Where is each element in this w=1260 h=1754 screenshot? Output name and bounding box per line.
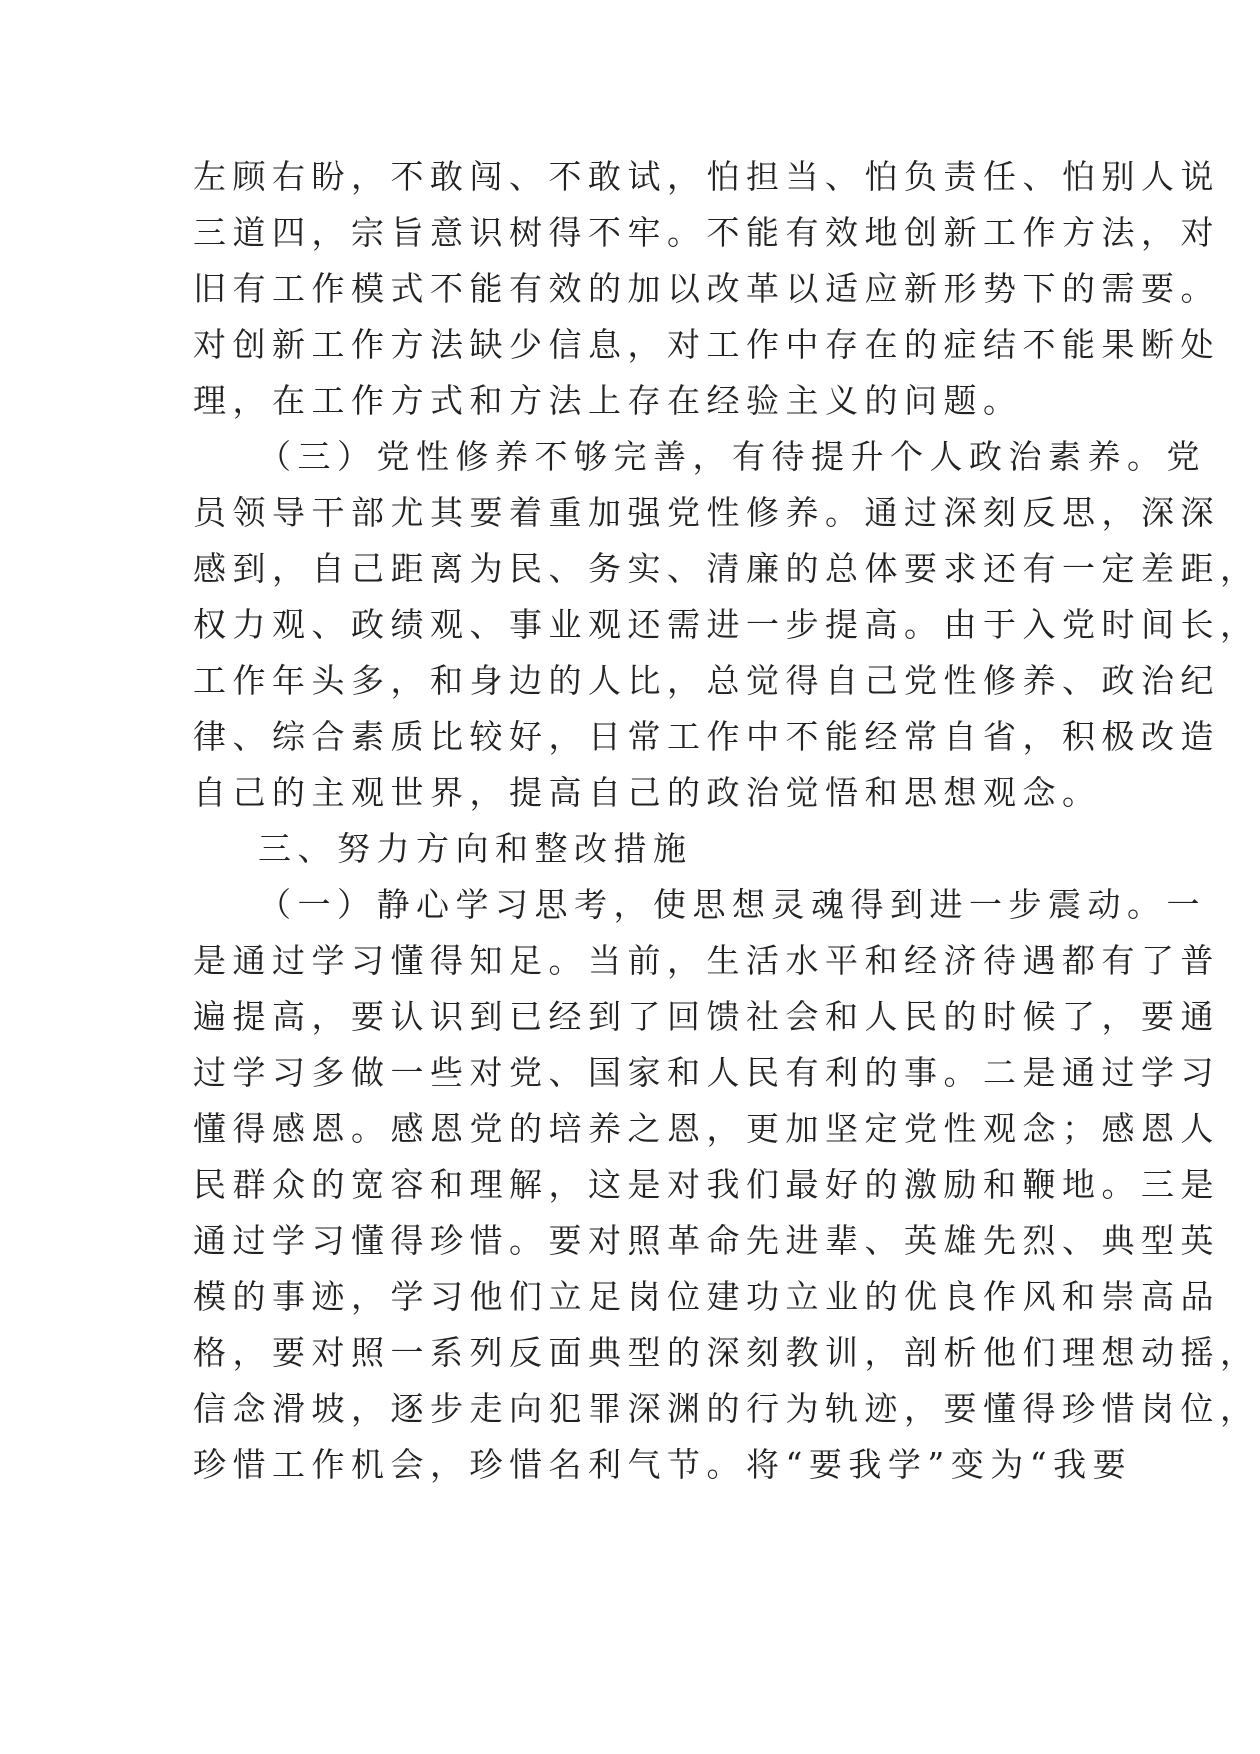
body-text-line: 工作年头多，和身边的人比，总觉得自己党性修养、政治纪: [193, 661, 1220, 700]
body-text-line: 通过学习懂得珍惜。要对照革命先进辈、英雄先烈、典型英: [193, 1221, 1220, 1260]
body-text-line: 三道四，宗旨意识树得不牢。不能有效地创新工作方法，对: [193, 213, 1220, 252]
body-text-line: 懂得感恩。感恩党的培养之恩，更加坚定党性观念；感恩人: [193, 1109, 1220, 1148]
body-text-line: 感到，自己距离为民、务实、清廉的总体要求还有一定差距，: [193, 549, 1260, 588]
body-text-line: 模的事迹，学习他们立足岗位建功立业的优良作风和崇高品: [193, 1277, 1220, 1316]
body-text-line: 过学习多做一些对党、国家和人民有利的事。二是通过学习: [193, 1053, 1220, 1092]
paragraph-heading-line: （一）静心学习思考，使思想灵魂得到进一步震动。一: [258, 885, 1206, 924]
body-text-line: 珍惜工作机会，珍惜名利气节。将“要我学”变为“我要: [193, 1445, 1133, 1484]
body-text-line: 民群众的宽容和理解，这是对我们最好的激励和鞭地。三是: [193, 1165, 1220, 1204]
body-text-line: 信念滑坡，逐步走向犯罪深渊的行为轨迹，要懂得珍惜岗位，: [193, 1389, 1260, 1428]
body-text-line: 权力观、政绩观、事业观还需进一步提高。由于入党时间长，: [193, 605, 1260, 644]
body-text-line: 自己的主观世界，提高自己的政治觉悟和思想观念。: [193, 773, 1102, 812]
paragraph-heading-line: （三）党性修养不够完善，有待提升个人政治素养。党: [258, 437, 1206, 476]
body-text-line: 左顾右盼，不敢闯、不敢试，怕担当、怕负责任、怕别人说: [193, 157, 1220, 196]
body-text-line: 是通过学习懂得知足。当前，生活水平和经济待遇都有了普: [193, 941, 1220, 980]
body-text-line: 理，在工作方式和方法上存在经验主义的问题。: [193, 381, 1023, 420]
section-heading: 三、努力方向和整改措施: [258, 829, 693, 868]
body-text-line: 遍提高，要认识到已经到了回馈社会和人民的时候了，要通: [193, 997, 1220, 1036]
body-text-line: 格，要对照一系列反面典型的深刻教训，剖析他们理想动摇，: [193, 1333, 1260, 1372]
body-text-line: 律、综合素质比较好，日常工作中不能经常自省，积极改造: [193, 717, 1220, 756]
body-text-line: 对创新工作方法缺少信息，对工作中存在的症结不能果断处: [193, 325, 1220, 364]
body-text-line: 旧有工作模式不能有效的加以改革以适应新形势下的需要。: [193, 269, 1220, 308]
body-text-line: 员领导干部尤其要着重加强党性修养。通过深刻反思，深深: [193, 493, 1220, 532]
